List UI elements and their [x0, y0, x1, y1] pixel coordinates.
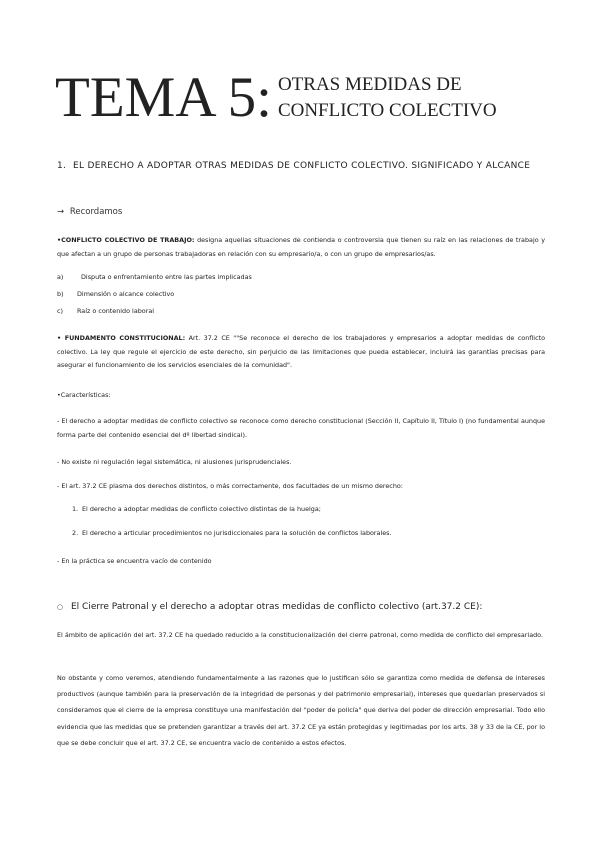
title-subtitle-line2: CONFLICTO COLECTIVO — [277, 100, 497, 121]
circle-bullet-icon: ○ — [57, 603, 64, 611]
paragraph-ambito: El ámbito de aplicación del art. 37.2 CE ha quedado reducido a la constitucionalización del cierre patronal, como medida de conflicto del empresariado. — [57, 631, 543, 639]
paragraph-char-3: - El art. 37.2 CE plasma dos derechos distintos, o más correctamente, dos facultades de un mismo derecho: — [57, 482, 403, 490]
list-item-text: Raíz o contenido laboral — [77, 307, 155, 315]
section-number: 1. — [57, 161, 67, 171]
list-marker: c) — [57, 307, 64, 315]
list-item — [57, 288, 545, 301]
list-item — [57, 305, 545, 318]
caracteristicas-label: •Características: — [57, 391, 111, 399]
list-item — [72, 529, 560, 537]
list-item — [72, 505, 560, 513]
section-heading-2 — [57, 602, 545, 612]
list-item-text: Dimensión o alcance colectivo — [77, 290, 175, 298]
arrow-right-icon: → — [57, 207, 65, 217]
list-item-text: El derecho a articular procedimientos no jurisdiccionales para la solución de conflictos laborales. — [82, 529, 392, 537]
paragraph-char-4: - En la práctica se encuentra vacío de contenido — [57, 557, 212, 565]
title-main: TEMA 5: — [55, 66, 272, 129]
recordamos-label: Recordamos — [69, 207, 123, 217]
term-fundamento: • FUNDAMENTO CONSTITUCIONAL: — [57, 334, 186, 342]
document-title — [55, 66, 497, 129]
list-item — [57, 271, 545, 284]
title-subtitle-line1: OTRAS MEDIDAS DE — [277, 74, 462, 95]
list-marker: 1. — [72, 505, 79, 513]
list-marker: b) — [57, 290, 64, 298]
section-heading-text: El Cierre Patronal y el derecho a adoptar otras medidas de conflicto colectivo (art.37.2 CE): — [71, 602, 483, 612]
fundamento-text: Art. 37.2 CE ""Se reconoce el derecho de los trabajadores y empresarios a adoptar medidas de conflicto colectivo. La ley que regule el ejercicio de este derecho, sin perjuicio de las limitaciones que pueda establecer, incluirá las garantías precisas para asegurar el funcionamiento de los servicios esenciales de la comunidad". — [57, 334, 545, 369]
list-marker: 2. — [72, 529, 79, 537]
list-abc — [57, 271, 545, 318]
sublist — [72, 505, 560, 537]
paragraph-fundamento — [57, 332, 545, 373]
list-marker: a) — [57, 273, 64, 281]
paragraph-conflicto — [57, 234, 545, 261]
recordamos-line — [57, 207, 545, 217]
paragraph-final: No obstante y como veremos, atendiendo fundamentalmente a las razones que lo justifican sólo se garantiza como medida de defensa de intereses productivos (aunque también para la preservación de la integridad de personas y del patrimonio empresarial), intereses que quedarían preservados si consideramos que el cierre de la empresa constituye una manifestación del "poder de policía" que deriva del poder de dirección empresarial. Todo ello evidencia que las medidas que se pretenden garantizar a través del art. 37.2 CE ya están protegidas y legitimadas por los arts. 38 y 33 de la CE, por lo que se debe concluir que el art. 37.2 CE, se encuentra vacío de contenido a estos efectos. — [57, 674, 545, 747]
list-item-text: El derecho a adoptar medidas de conflicto colectivo distintas de la huelga; — [82, 505, 321, 513]
title-subtitle — [278, 72, 497, 124]
list-item-text: Disputa o enfrentamiento entre las partes implicadas — [81, 273, 252, 281]
section-heading-1 — [57, 158, 545, 175]
conflicto-definition: designa aquellas situaciones de contienda o controversia que tienen su raíz en las relaciones de trabajo y que afectan a un grupo de personas trabajadoras en relación con su empresario/a, o con un grupo de empresarios/as. — [57, 236, 545, 258]
paragraph-char-1: - El derecho a adoptar medidas de conflicto colectivo se reconoce como derecho constitucional (Sección II, Capítulo II, Título I) (no fundamental aunque forma parte del contenido esencial del dº libertad sindical). — [57, 417, 545, 439]
term-conflicto: •CONFLICTO COLECTIVO DE TRABAJO: — [57, 236, 195, 244]
section-heading-text: EL DERECHO A ADOPTAR OTRAS MEDIDAS DE CONFLICTO COLECTIVO. SIGNIFICADO Y ALCANCE — [73, 161, 531, 171]
paragraph-char-2: - No existe ni regulación legal sistemática, ni alusiones jurisprudenciales. — [57, 458, 292, 466]
